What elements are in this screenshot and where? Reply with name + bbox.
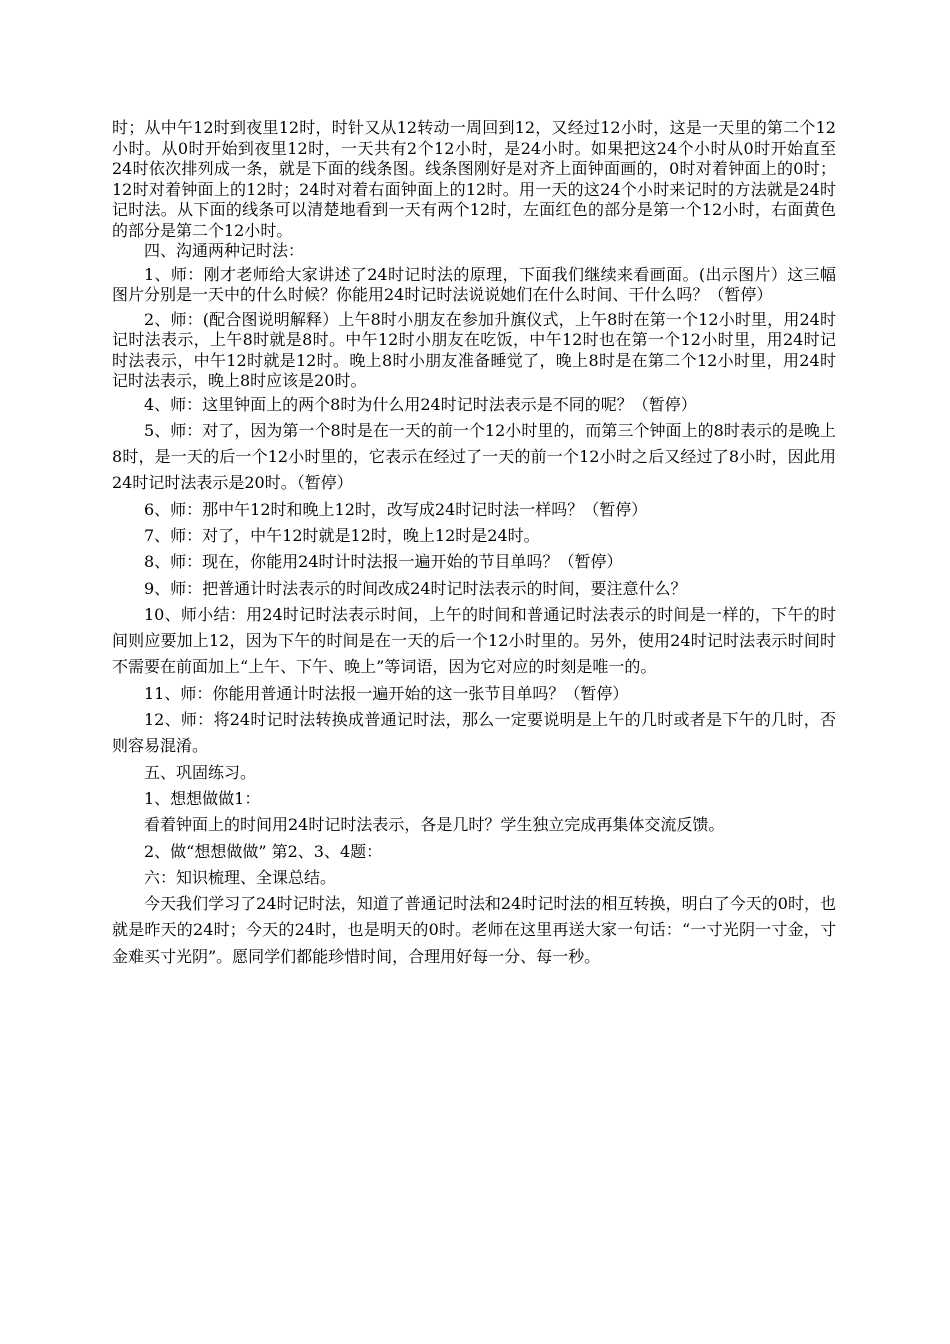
paragraph-item-5: 5、师：对了，因为第一个8时是在一天的前一个12小时里的，而第三个钟面上的8时表示的是晚上8时，是一天的后一个12小时里的，它表示在经过了一天的前一个12小时之后又经过了8小时，因此用24时记时法表示是20时。（暂停） [112,420,836,493]
exercise-item-2: 2、做“想想做做” 第2、3、4题： [144,841,383,861]
exercise-item-1: 1、想想做做1： [144,788,261,808]
heading-section-4: 四、沟通两种记时法： [144,241,305,260]
document-body [112,118,836,970]
heading-section-5: 五、巩固练习。 [144,762,257,782]
paragraph-item-2: 2、师：(配合图说明解释）上午8时小朋友在参加升旗仪式，上午8时在第一个12小时里，用24时记时法表示，上午8时就是8时。中午12时小朋友在吃饭，中午12时也在第一个12小时里，用24时记时法表示，中午12时就是12时。晚上8时小朋友准备睡觉了，晚上8时是在第二个12小时里，用24时记时法表示，晚上8时应该是20时。 [112,309,836,390]
paragraph-item-10-summary: 10、师小结：用24时记时法表示时间，上午的时间和普通记时法表示的时间是一样的，下午的时间则应要加上12，因为下午的时间是在一天的后一个12小时里的。另外，使用24时记时法表示时间时不需要在前面加上“上午、下午、晚上”等词语，因为它对应的时刻是唯一的。 [112,604,836,677]
exercise-item-1-detail: 看着钟面上的时间用24时记时法表示，各是几时？学生独立完成再集体交流反馈。 [144,815,725,835]
paragraph-item-4: 4、师：这里钟面上的两个8时为什么用24时记时法表示是不同的呢？（暂停） [144,394,697,414]
heading-section-6: 六：知识梳理、全课总结。 [144,867,337,887]
paragraph-item-8: 8、师：现在，你能用24时计时法报一遍开始的节目单吗？（暂停） [144,552,623,572]
paragraph-item-1: 1、师：刚才老师给大家讲述了24时记时法的原理，下面我们继续来看画面。(出示图片）这三幅图片分别是一天中的什么时候？你能用24时记时法说说她们在什么时间、干什么吗？（暂停） [112,264,836,304]
paragraph-24h-explanation: 时；从中午12时到夜里12时，时针又从12转动一周回到12，又经过12小时，这是一天里的第二个12小时。从0时开始到夜里12时，一天共有2个12小时，是24小时。如果把这24个小时从0时开始直至24时依次排列成一条，就是下面的线条图。线条图刚好是对齐上面钟面画的，0时对着钟面上的0时；12时对着钟面上的12时；24时对着右面钟面上的12时。用一天的这24个小时来记时的方法就是24时记时法。从下面的线条可以清楚地看到一天有两个12时，左面红色的部分是第一个12小时，右面黄色的部分是第二个12小时。 [112,118,836,240]
paragraph-item-11: 11、师：你能用普通计时法报一遍开始的这一张节目单吗？（暂停） [144,683,629,703]
paragraph-item-12: 12、师：将24时记时法转换成普通记时法，那么一定要说明是上午的几时或者是下午的几时，否则容易混淆。 [112,710,836,756]
paragraph-item-9: 9、师：把普通计时法表示的时间改成24时记时法表示的时间，要注意什么？ [144,578,687,598]
paragraph-item-6: 6、师：那中午12时和晚上12时，改写成24时记时法一样吗？（暂停） [144,499,648,519]
paragraph-conclusion: 今天我们学习了24时记时法，知道了普通记时法和24时记时法的相互转换，明白了今天的0时，也就是昨天的24时；今天的24时，也是明天的0时。老师在这里再送大家一句话：“一寸光阴一寸金，寸金难买寸光阴”。愿同学们都能珍惜时间，合理用好每一分、每一秒。 [112,894,836,966]
paragraph-item-7: 7、师：对了，中午12时就是12时，晚上12时是24时。 [144,525,540,545]
